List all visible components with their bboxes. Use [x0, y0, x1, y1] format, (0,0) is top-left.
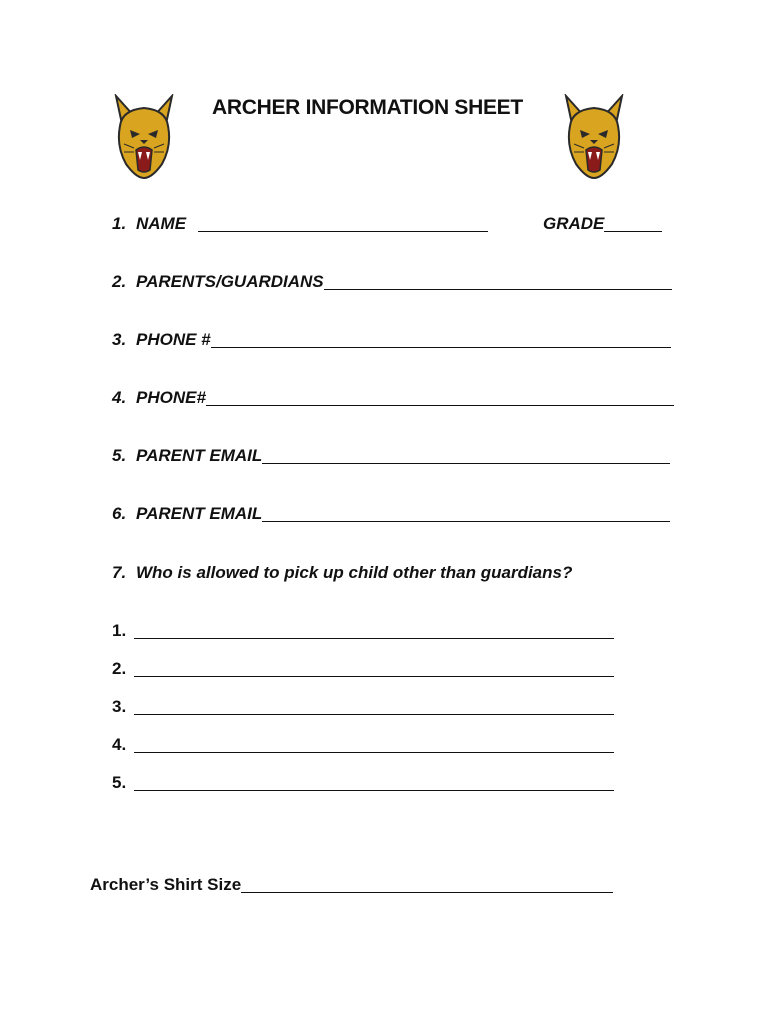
pickup-list-item — [112, 697, 614, 717]
phone1-input-line[interactable] — [211, 331, 671, 348]
bobcat-logo-right-icon — [562, 94, 626, 182]
item-number: 5. — [112, 446, 127, 465]
email2-row — [112, 504, 670, 524]
item-number: 1. — [112, 214, 127, 233]
item-number: 4. — [112, 388, 127, 407]
pickup-input-line[interactable] — [134, 736, 614, 753]
pickup-number: 2. — [112, 659, 127, 678]
name-input-line[interactable] — [198, 215, 488, 232]
page-title: ARCHER INFORMATION SHEET — [212, 96, 523, 119]
pickup-list-item — [112, 735, 614, 755]
bobcat-logo-left-icon — [112, 94, 176, 182]
grade-input-line[interactable] — [604, 215, 662, 232]
parents-input-line[interactable] — [324, 273, 672, 290]
parents-row — [112, 272, 672, 292]
item-number: 6. — [112, 504, 127, 523]
email1-input-line[interactable] — [262, 447, 670, 464]
pickup-number: 3. — [112, 697, 127, 716]
pickup-list-item — [112, 621, 614, 641]
pickup-question: Who is allowed to pick up child other than guardians? — [136, 563, 573, 582]
pickup-input-line[interactable] — [134, 622, 614, 639]
phone2-row — [112, 388, 674, 408]
pickup-input-line[interactable] — [134, 774, 614, 791]
shirt-size-input-line[interactable] — [241, 876, 613, 893]
email2-input-line[interactable] — [262, 505, 670, 522]
phone1-label: PHONE # — [136, 330, 211, 349]
phone2-label: PHONE# — [136, 388, 206, 407]
pickup-input-line[interactable] — [134, 660, 614, 677]
item-number: 7. — [112, 563, 127, 582]
phone2-input-line[interactable] — [206, 389, 674, 406]
grade-label: GRADE — [543, 214, 605, 233]
name-label: NAME — [136, 214, 187, 233]
pickup-question-row — [112, 563, 572, 583]
pickup-list-item — [112, 773, 614, 793]
name-row — [112, 214, 488, 234]
item-number: 2. — [112, 272, 127, 291]
shirt-size-label: Archer’s Shirt Size — [90, 875, 242, 894]
pickup-input-line[interactable] — [134, 698, 614, 715]
email1-row — [112, 446, 670, 466]
grade-row — [543, 214, 662, 234]
pickup-number: 4. — [112, 735, 127, 754]
pickup-list-item — [112, 659, 614, 679]
pickup-number: 5. — [112, 773, 127, 792]
phone1-row — [112, 330, 671, 350]
email2-label: PARENT EMAIL — [136, 504, 263, 523]
item-number: 3. — [112, 330, 127, 349]
shirt-size-row — [90, 875, 613, 895]
email1-label: PARENT EMAIL — [136, 446, 263, 465]
parents-label: PARENTS/GUARDIANS — [136, 272, 324, 291]
pickup-number: 1. — [112, 621, 127, 640]
